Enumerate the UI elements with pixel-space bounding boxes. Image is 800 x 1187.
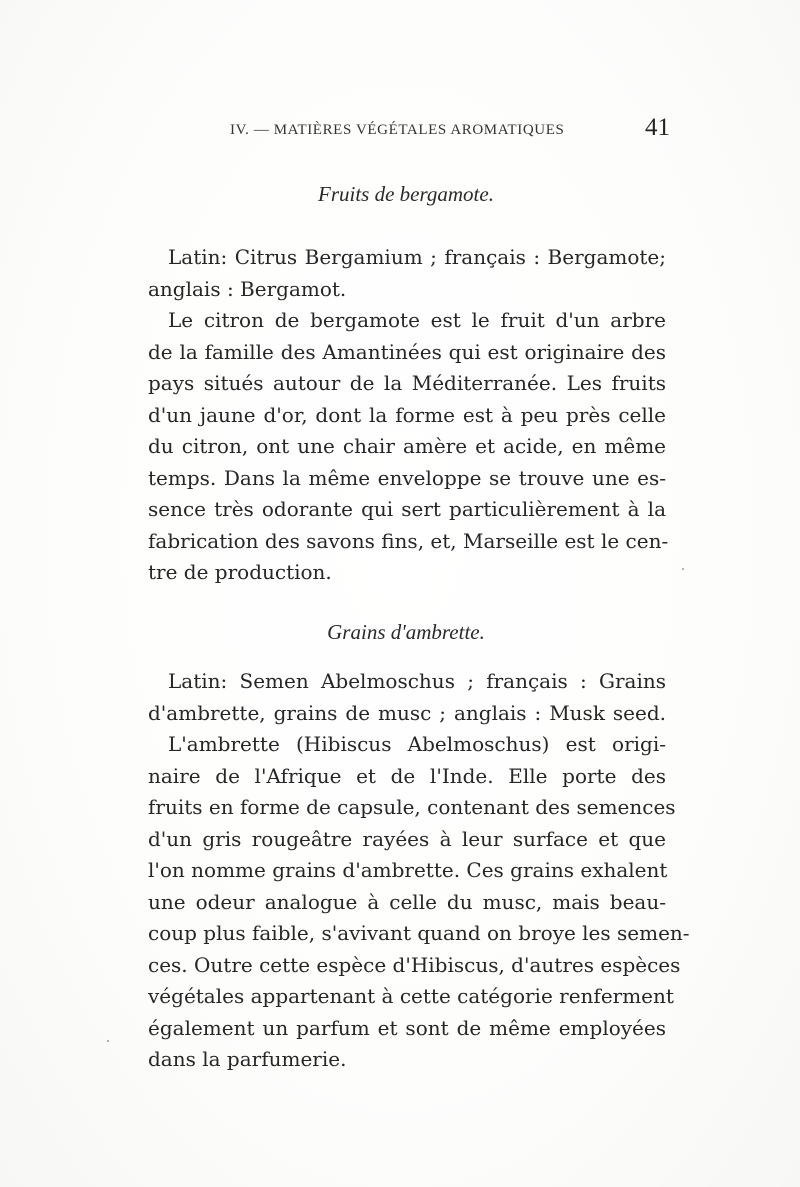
section-title: Fruits de bergamote.	[318, 182, 494, 206]
text-line: l'on nomme grains d'ambrette. Ces grains exhalent	[148, 858, 668, 882]
section-title: Grains d'ambrette.	[327, 620, 485, 644]
print-speck	[682, 568, 684, 570]
text-line: naire de l'Afrique et de l'Inde. Elle porte des	[148, 763, 666, 788]
text-line: du citron, ont une chair amère et acide, en même	[148, 434, 666, 458]
section-body	[148, 242, 669, 589]
text-line: fabrication des savons fins, et, Marseille est le cen-	[148, 528, 669, 553]
text-line: une odeur analogue à celle du musc, mais beau-	[148, 889, 666, 914]
text-line: de la famille des Amantinées qui est originaire des	[148, 339, 666, 364]
text-line: dans la parfumerie.	[148, 1047, 347, 1071]
running-header	[150, 114, 670, 148]
text-line: sence très odorante qui sert particulièrement à la	[148, 497, 666, 521]
text-line: pays situés autour de la Méditerranée. Les fruits	[148, 371, 666, 395]
running-title: IV. — MATIÈRES VÉGÉTALES AROMATIQUES	[230, 122, 565, 138]
text-line: L'ambrette (Hibiscus Abelmoschus) est origi-	[168, 732, 666, 756]
page-number: 41	[645, 114, 670, 141]
text-line: d'un jaune d'or, dont la forme est à peu près celle	[148, 402, 666, 427]
text-line: également un parfum et sont de même employées	[148, 1015, 666, 1040]
text-line: Latin: Semen Abelmoschus ; français : Grains	[168, 669, 666, 693]
text-line: anglais : Bergamot.	[148, 276, 347, 301]
text-line: fruits en forme de capsule, contenant des semences	[148, 795, 676, 819]
text-line: Le citron de bergamote est le fruit d'un arbre	[168, 308, 666, 332]
text-line: tre de production.	[148, 560, 332, 584]
section-body	[148, 666, 690, 1076]
text-line: d'un gris rougeâtre rayées à leur surface et que	[148, 826, 666, 851]
text-line: coup plus faible, s'avivant quand on broye les semen-	[148, 921, 690, 945]
text-line: temps. Dans la même enveloppe se trouve une es-	[148, 465, 666, 490]
text-line: d'ambrette, grains de musc ; anglais : Musk seed.	[148, 700, 666, 725]
text-line: végétales appartenant à cette catégorie renferment	[148, 984, 674, 1008]
print-speck	[107, 1040, 109, 1042]
text-line: Latin: Citrus Bergamium ; français : Bergamote;	[168, 245, 666, 269]
text-line: ces. Outre cette espèce d'Hibiscus, d'autres espèces	[148, 952, 681, 977]
